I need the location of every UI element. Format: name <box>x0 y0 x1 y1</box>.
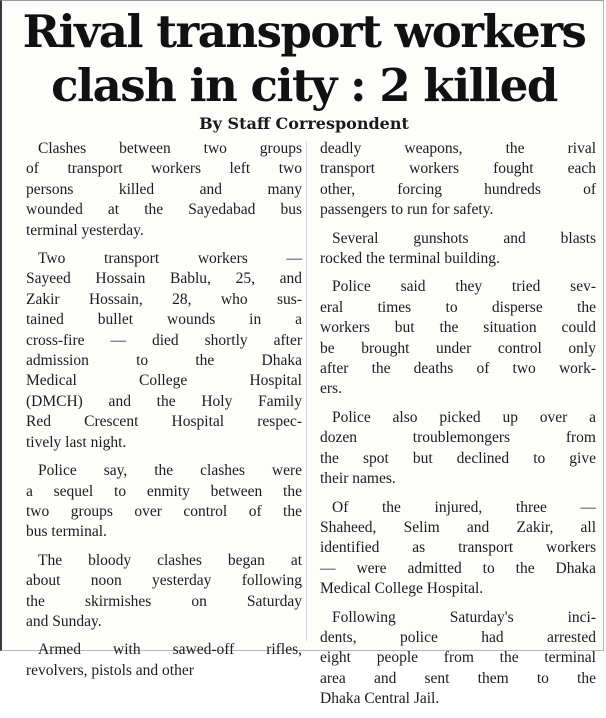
article-line: ers. <box>320 380 342 398</box>
article-line: their names. <box>320 470 396 488</box>
article-line: eight people from the terminal <box>320 649 596 667</box>
article-line: a sequel to enmity between the <box>26 482 302 500</box>
article-line: The bloody clashes began at <box>38 551 302 569</box>
article-line: revolvers, pistols and other <box>26 661 194 679</box>
article-line: tained bullet wounds in a <box>26 311 302 329</box>
article-line: the skirmishes on Saturday <box>26 592 302 610</box>
article-line: bus terminal. <box>26 523 107 541</box>
article-line: admission to the Dhaka <box>26 352 302 370</box>
article-line: two groups over control of the <box>26 502 302 520</box>
article-paragraph <box>320 608 596 710</box>
article-line: Two transport workers — <box>38 250 302 268</box>
article-paragraph <box>320 408 596 490</box>
article-line: deadly weapons, the rival <box>320 140 596 157</box>
article-line: Zakir Hossain, 28, who sus- <box>26 290 302 308</box>
article-line: Medical College Hospital <box>26 372 302 390</box>
article-paragraph <box>26 640 302 681</box>
article-line: area and sent them to the <box>320 669 596 687</box>
article-line: Police say, the clashes were <box>38 462 302 480</box>
article-line: dents, police had arrested <box>320 628 596 646</box>
article-line: Red Crescent Hospital respec- <box>26 413 302 431</box>
article-line: Several gunshots and blasts <box>332 229 596 247</box>
article-line: rocked the terminal building. <box>320 250 500 268</box>
article-paragraph <box>320 498 596 600</box>
article-line: — were admitted to the Dhaka <box>320 559 596 577</box>
article-paragraph <box>320 277 596 399</box>
article-paragraph <box>26 551 302 633</box>
article-line: Dhaka Central Jail. <box>320 690 440 708</box>
column-divider <box>306 141 307 641</box>
article-column-left <box>26 139 302 689</box>
article-line: wounded at the Sayedabad bus <box>26 201 302 219</box>
article-line: and Sunday. <box>26 612 102 630</box>
article-line: after the deaths of two work- <box>320 360 596 378</box>
article-line: Sayeed Hossain Bablu, 25, and <box>26 270 302 288</box>
article-line: passengers to run for safety. <box>320 201 494 219</box>
article-line: identified as transport workers <box>320 539 596 557</box>
article-line: transport workers fought each <box>320 160 596 178</box>
article-line: (DMCH) and the Holy Family <box>26 392 302 410</box>
article-line: Shaheed, Selim and Zakir, all <box>320 518 596 536</box>
article-line: Medical College Hospital. <box>320 580 484 598</box>
article-paragraph <box>26 249 302 453</box>
article-paragraph <box>320 139 596 221</box>
headline <box>2 5 606 113</box>
article-column-right <box>320 139 596 718</box>
article-line: workers but the situation could <box>320 319 596 337</box>
article-line: cross-fire — died shortly after <box>26 331 302 349</box>
article-line: Police also picked up over a <box>332 408 596 426</box>
article-line: other, forcing hundreds of <box>320 180 596 198</box>
headline-line-2: clash in city : 2 killed <box>51 59 557 112</box>
article-line: Police said they tried sev- <box>332 278 596 296</box>
article-paragraph <box>26 139 302 241</box>
article-line: Armed with sawed-off rifles, <box>38 641 302 659</box>
article-line: eral times to disperse the <box>320 298 596 316</box>
article-line: tively last night. <box>26 433 127 451</box>
article-paragraph <box>320 229 596 270</box>
headline-line-1: Rival transport workers <box>22 5 586 58</box>
article-line: Of the injured, three — <box>332 498 596 516</box>
article-line: the spot but declined to give <box>320 449 596 467</box>
article-line: dozen troublemongers from <box>320 429 596 447</box>
byline: By Staff Correspondent <box>199 114 409 133</box>
article-line: Clashes between two groups <box>38 140 302 157</box>
article-line: Following Saturday's inci- <box>332 608 596 626</box>
article-line: persons killed and many <box>26 180 302 198</box>
article-line: about noon yesterday following <box>26 572 302 590</box>
article-line: be brought under control only <box>320 339 596 357</box>
article-paragraph <box>26 461 302 543</box>
article-line: terminal yesterday. <box>26 221 144 239</box>
article-line: of transport workers left two <box>26 160 302 178</box>
